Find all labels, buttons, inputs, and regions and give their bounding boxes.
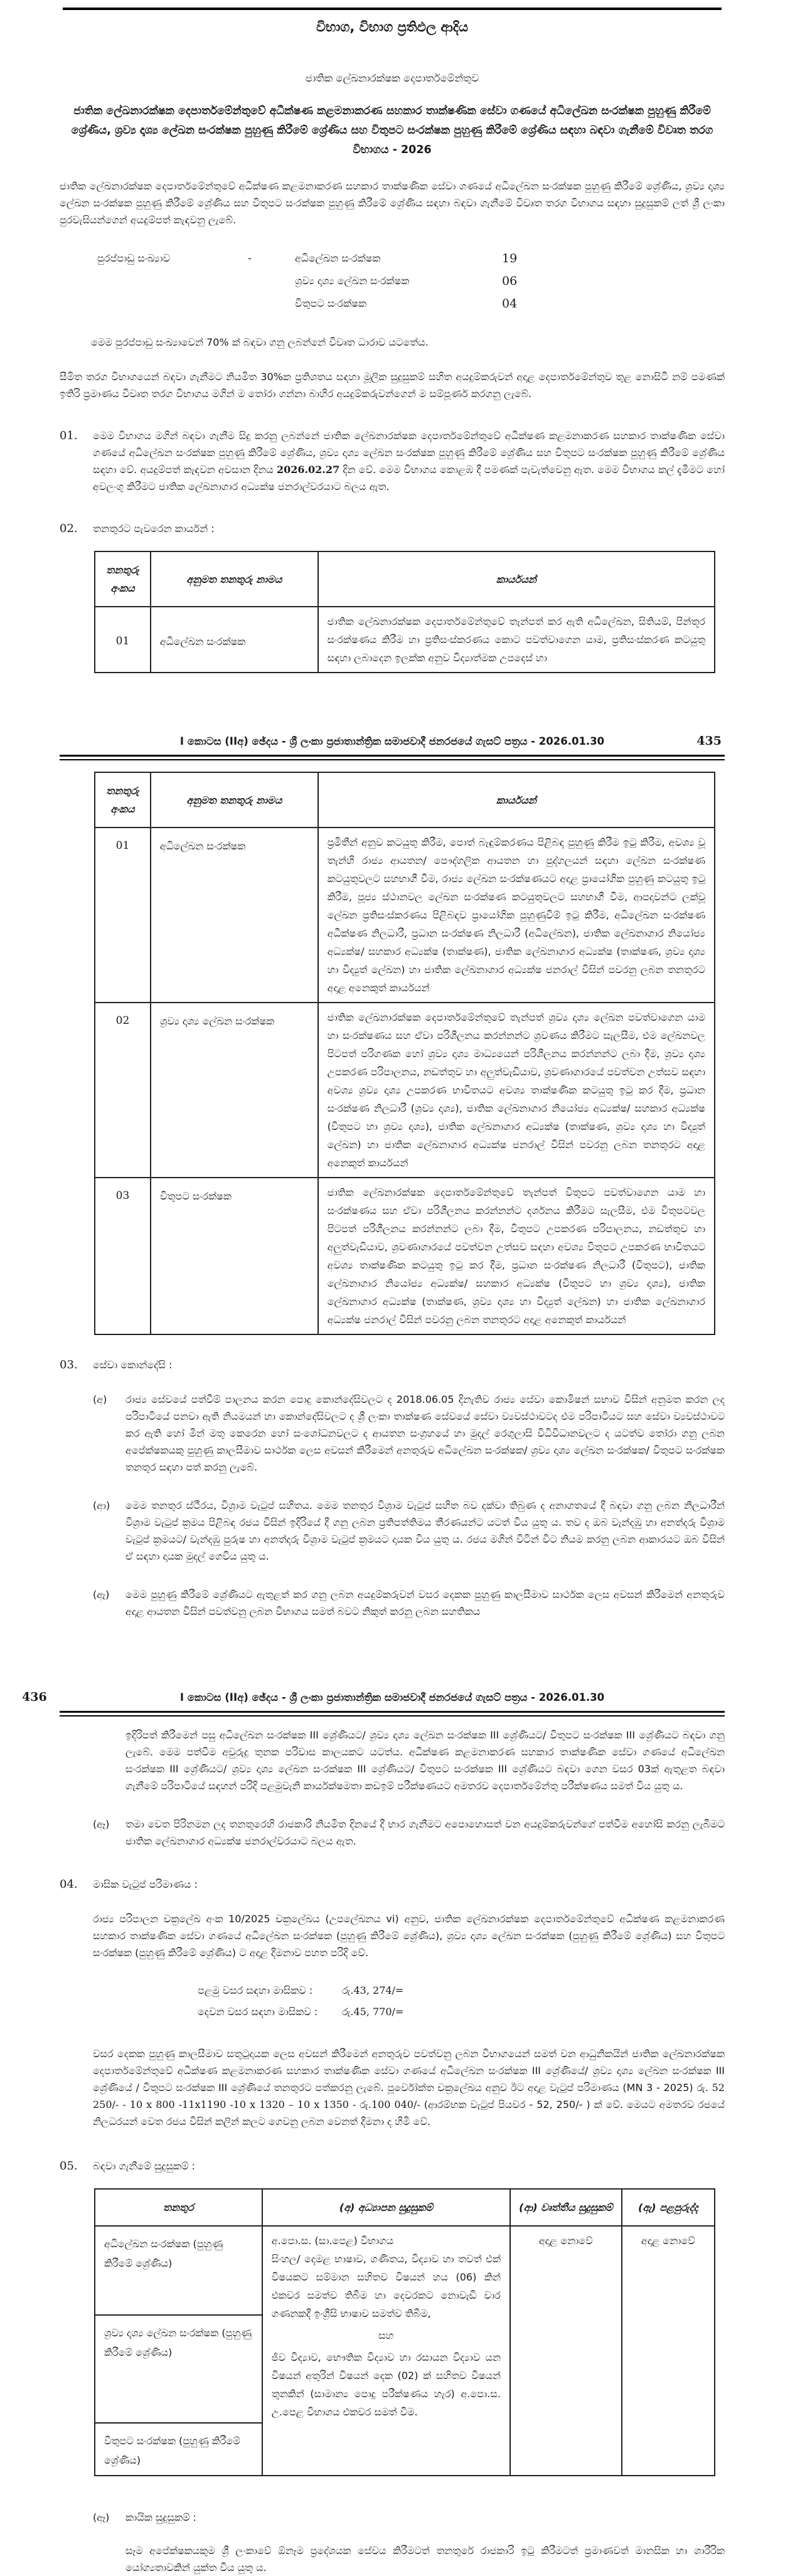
page-number-436: 436 (22, 1690, 47, 1704)
vacancy-post-name: අධිලේඛන සංරක්ෂක (295, 252, 381, 264)
condition-ae-continuation: ඉදිරිපත් කිරීමෙන් පසු අධිලේඛන සංරක්ෂක III ශ්‍රේණියට/ ශ්‍රව්‍ය දෘශ්‍ය ලේඛන සංරක්ෂක III ශ්‍රේණියට/ විතුපට සංරක්ෂක III ශ්‍රේණියට බඳවා ගනු ලැබේ. මෙම පත්වීම අවුරුදු තුනක පරිවාස කාලයකට යටත්ය. අධීක්ෂණ කළමනාකරණ සහකාර තාක්ෂණික සේවා ගණයේ අධිලේඛන සංරක්ෂක III ශ්‍රේණියට/ ශ්‍රව්‍ය දෘශ්‍ය ලේඛන සංරක්ෂක III ශ්‍රේණියට/ විතුපට සංරක්ෂක III ශ්‍රේණියට බඳවා ගෙන වසර 03ක් ඇතුළත බඳවා ගැනීමේ පරිපාටියේ සඳහන් පරිදි පළමුවැනි කාර්යක්ෂමතා කඩඉම් පරීක්ෂණයට අමතරව දෙපාර්තමේන්තු පරීක්ෂණය සමත් විය යුතු ය. (125, 1729, 725, 1792)
experience-cell: අදාළ නොවේ (622, 2226, 715, 2476)
section-01-text-after: දින වේ. මෙම විභාගය කොළඹ දී පමණක් පැවැත්වෙනු ඇත. මෙම විභාගය කල් දැමීමට හෝ අවලංගු කිරීමට ජාතික ලේඛනාගාර අධ්‍යක්ෂ ජනරාල්වරයාට බලය ඇත. (93, 464, 725, 492)
professional-qualifications-cell: අදාළ නොවේ (510, 2226, 622, 2476)
education-qualifications-cell (262, 2226, 510, 2476)
item-text: මෙම තනතුර ස්ථීරය, විශ්‍රාම වැටුප් සහිතය. මෙම තනතුර විශ්‍රාම වැටුප් සහිත බව දක්වා තිබුණ ද අනාගතයේ දී බඳවා ගනු ලබන නිලධාරීන් විශ්‍රාම වැටුප් ක්‍රමය පිළිබඳ රජය විසින් ඉදිරියේ දී ගනු ලබන ප්‍රතිපත්තිමය තීරණයන්ට යටත් විය යුතු ය. තව ද ඔබ වැන්දඹු හා අනත්දරු විශ්‍රාම වැටුප් ක්‍රමයට/ වැන්දඹු පුරුෂ හා අනත්දරු විශ්‍රාම වැටුප් ක්‍රමයට දායක විය යුතු ය. රජය මගින් විටින් විට නියම කරනු ලබන ආකාරයට ඔබ විසින් ඒ සඳහා දායක මුදල් ගෙවිය යුතු ය. (125, 1499, 725, 1562)
vacancy-row (97, 247, 725, 270)
section-number: 02. (60, 522, 78, 535)
condition-item-aee (93, 1816, 725, 1850)
col-header-post: තනතුර (95, 2189, 262, 2226)
notice-title: ජාතික ලේඛනාරක්ෂක දෙපාර්තමේන්තුවේ අධීක්ෂණ කළමනාකරණ සහකාර තාක්ෂණික සේවා ගණයේ අධිලේඛන සංරක්ෂක පුහුණු කිරීමේ ශ්‍රේණිය, ශ්‍රව්‍ය දෘශ්‍ය ලේඛන සංරක්ෂක පුහුණු කිරීමේ ශ්‍රේණිය සහ විතුපට සංරක්ෂක පුහුණු කිරීමේ ශ්‍රේණිය සඳහා බඳවා ගැනීමේ විවෘත තරග විභාගය - 2026 (71, 105, 713, 156)
section-03-title: සේවා කොන්දේසි : (93, 1359, 173, 1371)
post-name: අධිලේඛන සංරක්ෂක (151, 607, 318, 673)
col-header-experience: (ඇ) පළපුරුද්ද (622, 2189, 715, 2226)
table-row (95, 607, 715, 673)
salary-lines (198, 1980, 725, 2023)
item-text: තමා වෙත පිරිනමන ලද තනතුරෙහි රාජකාරි නියමිත දිනයේ දී භාර ගැනීමට අපොහොසත් වන අයදුම්කරුවන්ගේ පත්වීම අහෝසි කරනු ලැබීමට ජාතික ලේඛනාගාර අධ්‍යක්ෂ ජනරාල්වරයාට බලය ඇත. (125, 1818, 725, 1847)
table-header-row (95, 2189, 715, 2226)
col-header-post-name: අනුමත තනතුරු නාමය (151, 551, 318, 607)
col-header-professional: (ආ) වෘත්තීය සුදුසුකම් (510, 2189, 622, 2226)
section-04-title: මාසික වැටුප් පරිමාණය : (93, 1878, 198, 1890)
salary-label: දෙවන වසර සඳහා මාසිකව : (198, 2006, 318, 2018)
item-label: (ආ) (93, 1499, 110, 1511)
page-number-435: 435 (696, 734, 722, 748)
col-header-post-name: අනුමත තනතුරු නාමය (151, 772, 318, 828)
col-header-education: (අ) අධ්‍යාපන සුදුසුකම් (262, 2189, 510, 2226)
table-row (95, 828, 715, 1003)
department-name: ජාතික ලේඛනාරක්ෂක දෙපාර්තමේන්තුව (305, 72, 479, 84)
vacancy-row (97, 270, 725, 292)
gazette-double-rule (60, 1711, 725, 1716)
duties-table-page436 (94, 772, 715, 1335)
gazette-header-text: I කොටස (IIඅ) ඡේදය - ශ්‍රී ලංකා ප්‍රජාතාන්ත්‍රික සමාජවාදී ජනරජයේ ගැසට් පත්‍රය - 2026.01.30 (179, 1691, 605, 1703)
section-05-title: බඳවා ගැනීමේ සුදුසුකම් : (93, 2160, 195, 2172)
post-number: 01 (95, 828, 151, 1003)
condition-item-aa (93, 1497, 725, 1565)
section-number: 03. (60, 1358, 78, 1371)
post-number: 02 (95, 1003, 151, 1178)
vacancy-dash-spacer (248, 270, 295, 292)
vacancy-post-name: ශ්‍රව්‍ය දෘශ්‍ය ලේඛන සංරක්ෂක (295, 275, 410, 287)
vacancy-count: 06 (502, 274, 518, 288)
education-conjunction: සහ (378, 2329, 394, 2341)
gazette-double-rule (60, 755, 725, 760)
gazette-header-text: I කොටස (IIඅ) ඡේදය - ශ්‍රී ලංකා ප්‍රජාතාන්ත්‍රික සමාජවාදී ජනරජයේ ගැසට් පත්‍රය - 2026.01.30 (179, 735, 605, 747)
qualifications-table (94, 2188, 715, 2476)
vacancy-dash: - (248, 252, 252, 264)
vacancy-label: පුරප්පාඩු සංඛ්‍යාව (97, 252, 171, 264)
section-number: 04. (60, 1878, 78, 1891)
post-name: ශ්‍රව්‍ය දෘශ්‍ය ලේඛන සංරක්ෂක (151, 1003, 318, 1178)
item-label: (ඈ) (93, 1818, 110, 1830)
post-cell-1: අධිලේඛන සංරක්ෂක (පුහුණු කිරීමේ ශ්‍රේණිය) (95, 2226, 262, 2315)
physical-qualifications-section (93, 2509, 725, 2526)
table-header-row (95, 551, 715, 607)
post-duties: ප්‍රමිතීන් අනුව කටයුතු කිරීම, පොත් බැඳුම්කරණය පිළිබඳ පුහුණු කිරීම ඉටු කිරීම, අවශ්‍ය වූ තැන්හි රාජ්‍ය ආයතන/ පෞද්ගලික ආයතන හා පුද්ගලයන් සඳහා ලේඛන සංරක්ෂණ කටයුතුවලට සහභාගී වීම, රාජ්‍ය ලේඛන සංරක්ෂණයට අදාළ ප්‍රායෝගික පුහුණු කටයුතු ඉටු කිරීම, පූජ්‍ය ස්ථානවල ලේඛන සංරක්ෂණ කටයුතුවලට සහභාගී වීම, ආපදාවන්ට ලක්වූ ලේඛන ප්‍රතිසංස්කරණය පිළිබඳව ප්‍රායෝගික පුහුණුවීම් ඉටු කිරීම, අධිලේඛන සංරක්ෂණ අධීක්ෂණ නිලධාරී, ප්‍රධාන සංරක්ෂණ නිලධාරී (අධිලේඛන), ජාතික ලේඛනාගාර නියෝජ්‍ය අධ්‍යක්ෂ/ සහකාර අධ්‍යක්ෂ (තාක්ෂණ), ජාතික ලේඛනාගාර අධ්‍යක්ෂ (තාක්ෂණ, ශ්‍රව්‍ය දෘශ්‍ය හා විද්‍යුත් ලේඛන) හා ජාතික ලේඛනාගාර අධ්‍යක්ෂ ජනරාල් විසින් පවරනු ලබන තනතුරට අදාළ අනෙකුත් කාර්යයන් (318, 828, 715, 1003)
col-header-post-number: තනතුරු අංකය (95, 551, 151, 607)
vacancy-label-spacer (97, 292, 248, 315)
open-stream-note: මෙම පුරප්පාඩු සංඛ්‍යාවෙන් 70% ක් බඳවා ගනු ලබන්නේ විවෘත ධාරාව යටතේය. (91, 336, 429, 348)
item-label: (ඇ) (93, 1589, 110, 1600)
section-02 (60, 520, 725, 537)
limited-exam-note: සීමිත තරග විභාගයෙන් බඳවා ගැනීමට නියමිත 30%ක ප්‍රතිශතය සඳහා මූලික සුදුසුකම් සහිත අයදුම්කරුවන් අදාළ දෙපාර්තමේන්තුව තුළ නොසිටී නම් පමණක් ඉතිරි ප්‍රමාණය විවෘත තරග විභාගය මගින් ම තෝරා ගන්නා බාහිර අයදුම්කරුවන්ගෙන් ම සම්පූර්ණ කරගනු ලැබේ. (60, 371, 725, 400)
item-label: (අ) (93, 1393, 107, 1405)
gazette-page-header-435 (60, 733, 725, 760)
item-label: (ඈ) (93, 2511, 110, 2523)
section-04 (60, 1876, 725, 1893)
post-duties: ජාතික ලේඛනාරක්ෂක දෙපාර්තමේන්තුවේ තැන්පත් ශ්‍රව්‍ය දෘශ්‍ය ලේඛන පවත්වාගෙන යාම හා සංරක්ෂණය සහ ඒවා පරිශීලනය කරන්නන්ට ශ්‍රවණය කිරීමට සැලසීම, එම ලේඛනවල පිටපත් පරිගණක හෝ ශ්‍රව්‍ය දෘශ්‍ය මාධ්‍යයෙන් පරිශීලනය කරන්නන්ට ලබා දීම, ශ්‍රව්‍ය දෘශ්‍ය උපකරණ පරිපාලනය, නඩත්තුව හා අලුත්වැඩියාව, ශ්‍රවණාගාරයේ පවත්වන උත්සව සඳහා අවශ්‍ය ශ්‍රව්‍ය දෘශ්‍ය උපකරණ භාවිතයට අවශ්‍ය තාක්ෂණික කටයුතු ඉටු කර දීම, ප්‍රධාන සංරක්ෂණ නිලධාරී (ශ්‍රව්‍ය දෘශ්‍ය), ජාතික ලේඛනාගාර නියෝජ්‍ය අධ්‍යක්ෂ/ සහකාර අධ්‍යක්ෂ (විතුපට හා ශ්‍රව්‍ය දෘශ්‍ය), ජාතික ලේඛනාගාර අධ්‍යක්ෂ (තාක්ෂණ, ශ්‍රව්‍ය දෘශ්‍ය හා විද්‍යුත් ලේඛන) හා ජාතික ලේඛනාගාර අධ්‍යක්ෂ ජනරාල් විසින් පවරනු ලබන තනතුරට අදාළ අනෙකුත් කාර්යයන් (318, 1003, 715, 1178)
section-01 (60, 427, 725, 495)
section-03 (60, 1356, 725, 1373)
col-header-duties: කාර්යයන් (318, 551, 715, 607)
vacancy-row (97, 292, 725, 315)
post-name: විතුපට සංරක්ෂක (151, 1178, 318, 1334)
col-header-post-number: තනතුරු අංකය (95, 772, 151, 828)
education-part1: සිංහල/ දෙමළ භාෂාව, ගණිතය, විද්‍යාව හා තවත් එක් විෂයකට සම්මාන සහිතව විෂයන් හය (06) කින් එකවර සමත්ව තිබීම හා දෙවරකට නොවැඩි වාර ගණනකදී ඉංග්‍රීසි භාෂාව සමත්ව තිබීම, (271, 2253, 501, 2319)
salary-row-year1 (198, 1980, 725, 2001)
post-duties: ජාතික ලේඛනාරක්ෂක දෙපාර්තමේන්තුවේ තැන්පත් කර ඇති අධිලේඛන, සිතියම්, පින්තූර සංරක්ෂණය කිරීම හා ප්‍රතිසංස්කරණය කොට පවත්වාගෙන යාම, ප්‍රතිසංස්කරණ කටයුතු සඳහා ලබාදෙන ඉලක්ක අනුව විද්‍යාත්මක උපදෙස් හා (318, 607, 715, 673)
duties-table-page435 (94, 551, 715, 673)
condition-item-ae (93, 1586, 725, 1620)
appointment-text-after: (ආරම්භක වැටුප් පියවර - 52, 250/- ) ක් වේ. මෙයට අමතරව රජයේ නිලධරයන් වෙත රජය විසින් කලින් කලට ගෙවනු ලබන වෙනත් දීමනා ද හිමි වේ. (93, 2099, 725, 2127)
item-text: රාජ්‍ය සේවයේ පත්වීම් පාලනය කරන පොදු කොන්දේසිවලට ද 2018.06.05 දිනැතිව රාජ්‍ය සේවා කොමිෂන් සභාව විසින් අනුමත කරන ලද පරිපාටියේ පනවා ඇති නියමයන් හා කොන්දේසිවලට ද ශ්‍රී ලංකා තාක්ෂණ සේවයේ සේවා ව්‍යවස්ථාවටද එම පරිපාටියට සහ සේවා ව්‍යවස්ථාවට කර ඇති හෝ මින් මතු කෙරෙන හෝ සංශෝධනවලට ද ආයතන සංග්‍රහයේ හා මුදල් රෙගුලාසි විධිවිධානවලට ද යටත්ව තෝරා ගනු ලබන අපේක්ෂකයකු පුහුණු කාලසීමාව සාර්ථක ලෙස අවසන් කිරීමෙන් අනතුරුව අධිලේඛන සංරක්ෂක/ ශ්‍රව්‍ය දෘශ්‍ය ලේඛන සංරක්ෂක/ විතුපට සංරක්ෂක තනතුර සඳහා පත් කරනු ලැබේ. (125, 1393, 725, 1473)
gazette-document (0, 8, 800, 2573)
page-title: විභාග, විභාග ප්‍රතිඵල ආදිය (316, 19, 469, 35)
salary-value: රු.45, 770/= (342, 2006, 404, 2018)
vacancy-count: 04 (502, 297, 518, 311)
post-number: 03 (95, 1178, 151, 1334)
vacancy-count: 19 (502, 252, 518, 265)
item-text: මෙම පුහුණු කිරීමේ ශ්‍රේණියට ඇතුළත් කර ගනු ලබන අයදුම්කරුවන් වසර දෙකක පුහුණු කාලසීමාව සාර්ථක ලෙස අවසන් කිරීමෙන් අනතුරුව අදාළ ආයතන විසින් පවත්වනු ලබන විභාගය සමත් බවට නිකුත් කරනු ලබන සහතිකය (125, 1589, 725, 1617)
vacancy-label-spacer (97, 270, 248, 292)
col-header-duties: කාර්යයන් (318, 772, 715, 828)
post-cell-2: ශ්‍රව්‍ය දෘශ්‍ය ලේඛන සංරක්ෂක (පුහුණු කිරීමේ ශ්‍රේණිය) (95, 2315, 262, 2423)
table-row (95, 1003, 715, 1178)
appointment-text-before: වසර දෙකක පුහුණු කාලසීමාව සතුටුදායක ලෙස අවසන් කිරීමෙන් අනතුරුව පවත්වනු ලබන විභාගයෙන් සමත් වන ආධුනිකයින් ජාතික ලේඛනාරක්ෂක දෙපාර්තමේන්තුවේ අධීක්ෂණ කළමනාකරණ සහකාර තාක්ෂණික සේවා ගණයේ අධිලේඛන සංරක්ෂක III ශ්‍රේණියේ/ ශ්‍රව්‍ය දෘශ්‍ය ලේඛන සංරක්ෂක III ශ්‍රේණියේ / විතුපට සංරක්ෂක III ශ්‍රේණියේ තනතුරට පත්කරනු ලැබේ. පූර්වෝක්ත චක්‍රලේඛය අනුව ඊට අදාළ වැටුප් පරිමාණය (MN 3 - 2025) (93, 2048, 725, 2094)
salary-label: පළමු වසර සඳහා මාසිකව : (198, 1984, 313, 1996)
section-01-text (93, 427, 725, 495)
post-duties: ජාතික ලේඛනාරක්ෂක දෙපාර්තමේන්තුවේ තැන්පත් විතුපට පවත්වාගෙන යාම හා සංරක්ෂණය සහ ඒවා පරිශීලනය කරන්නන්ට දර්ශනය කිරීමට සැලසීම, එම විතුපටවල පිටපත් පරිශීලනය කරන්නන්ට ලබා දීම, විතුපට උපකරණ පරිපාලනය, නඩත්තුව හා අලුත්වැඩියාව, ශ්‍රවණාගාරයේ පවත්වන උත්සව සඳහා අවශ්‍ය විතුපට උපකරණ භාවිතයට අවශ්‍ය තාක්ෂණික කටයුතු ඉටු කර දීම, ප්‍රධාන සංරක්ෂණ නිලධාරී (විතුපට), ජාතික ලේඛනාගාර නියෝජ්‍ය අධ්‍යක්ෂ/ සහකාර අධ්‍යක්ෂ (විතුපට හා ශ්‍රව්‍ය දෘශ්‍ය), ජාතික ලේඛනාගාර අධ්‍යක්ෂ (තාක්ෂණ, ශ්‍රව්‍ය දෘශ්‍ය හා විද්‍යුත් ලේඛන) හා ජාතික ලේඛනාගාර අධ්‍යක්ෂ ජනරාල් විසින් පවරනු ලබන තනතුරට අදාළ අනෙකුත් කාර්යයන් (318, 1178, 715, 1334)
post-number: 01 (95, 607, 151, 673)
salary-row-year2 (198, 2001, 725, 2023)
education-line1: අ.පො.ස. (සා.පෙළ) විභාගය (271, 2235, 394, 2247)
section-02-title: තනතුරට පැවරෙන කාර්යන් : (93, 523, 215, 535)
salary-scale-paragraph: රාජ්‍ය පරිපාලන චක්‍රලේඛ අංක 10/2025 චක්‍රලේඛය (උපලේඛනය vi) අනුව, ජාතික ලේඛනාරක්ෂක දෙපාර්තමේන්තුවේ අධීක්ෂණ කළමනාකරණ සහකාර තාක්ෂණික සේවා ගණයේ අධිලේඛන සංරක්ෂක (පුහුණු කිරීමේ ශ්‍රේණිය), ශ්‍රව්‍ය දෘශ්‍ය ලේඛන සංරක්ෂක (පුහුණු කිරීමේ ශ්‍රේණිය) සහ විතුපට සංරක්ෂක (පුහුණු කිරීමේ ශ්‍රේණිය) ට අදාළ දීමනාව පහත පරිදි වේ. (93, 1913, 725, 1959)
salary-formula: රු. 52 250/- - 10 x 800 -11x1190 -10 x 1320 – 10 x 1350 - රු.100 040/- (93, 2082, 725, 2110)
physical-qualifications-text: සෑම අපේක්ෂකයකුම ශ්‍රී ලංකාවේ ඕනෑම ප්‍රදේශයක සේවය කිරීමටත් තනතුරේ රාජකාරි ඉටු කිරීමටත් ප්‍රමාණවත් මානසික හා ශාරීරික යෝග්‍යතාවකින් යුක්ත විය යුතු ය. (125, 2545, 725, 2573)
post-cell-3: විතුපට සංරක්ෂක (පුහුණු කිරීමේ ශ්‍රේණිය) (95, 2423, 262, 2476)
section-05 (60, 2158, 725, 2174)
section-number: 01. (60, 429, 78, 442)
section-01-text-before: මෙම විභාගය මගින් බඳවා ගැනීම සිදු කරනු ලබන්නේ ජාතික ලේඛනාරක්ෂක දෙපාර්තමේන්තුවේ අධීක්ෂණ කළමනාකරණ සහකාර තාක්ෂණික සේවා ගණයේ අධිලේඛන සංරක්ෂක පුහුණු කිරීමේ ශ්‍රේණිය, ශ්‍රව්‍ය දෘශ්‍ය ලේඛන සංරක්ෂක පුහුණු කිරීමේ ශ්‍රේණිය සහ විතුපට සංරක්ෂක පුහුණු කිරීමේ ශ්‍රේණිය සඳහා වේ. අයදුම්පත් කැඳවන අවසාන දිනය (93, 430, 725, 476)
section-number: 05. (60, 2159, 78, 2173)
vacancy-post-name: විතුපට සංරක්ෂක (295, 297, 366, 309)
intro-paragraph: ජාතික ලේඛනාරක්ෂක දෙපාර්තමේන්තුවේ අධීක්ෂණ කළමනාකරණ සහකාර තාක්ෂණික සේවා ගණයේ අධිලේඛන සංරක්ෂක පුහුණු කිරීමේ ශ්‍රේණිය, ශ්‍රව්‍ය දෘශ්‍ය ලේඛන සංරක්ෂක පුහුණු කිරීමේ ශ්‍රේණිය සහ විතුපට සංරක්ෂක පුහුණු කිරීමේ ශ්‍රේණිය සඳහා බඳවා ගැනීමේ විවෘත තරග විභාගය සඳහා සුදුසුකම් ලත් ශ්‍රී ලංකා පුරවැසියන්ගෙන් අයදුම්පත් කැඳවනු ලැබේ. (60, 180, 725, 226)
condition-item-a (93, 1391, 725, 1476)
closing-date: 2026.02.27 (276, 464, 340, 476)
appointment-paragraph (93, 2045, 725, 2130)
top-rule-divider (63, 8, 722, 10)
gazette-page-header-436 (22, 1689, 725, 1716)
physical-qualifications-title: කායික සුදුසුකම් : (125, 2511, 196, 2523)
post-name: අධිලේඛන සංරක්ෂක (151, 828, 318, 1003)
table-row (95, 1178, 715, 1334)
table-row (95, 2226, 715, 2315)
vacancy-list (97, 247, 725, 315)
table-header-row (95, 772, 715, 828)
vacancy-dash-spacer (248, 292, 295, 315)
education-part2: ජීව විද්‍යාව, භෞතික විද්‍යාව හා රසායන විද්‍යාව යන විෂයන් අතුරින් විෂයන් දෙක (02) ක් සහිතව විෂයන් තුනකින් (සාමාන්‍ය පොදු පරීක්ෂණය හැර) අ.පො.ස. උ.පෙළ විභාගය එකවර සමත් වීම. (271, 2351, 501, 2418)
salary-value: රු.43, 274/= (342, 1984, 404, 1996)
